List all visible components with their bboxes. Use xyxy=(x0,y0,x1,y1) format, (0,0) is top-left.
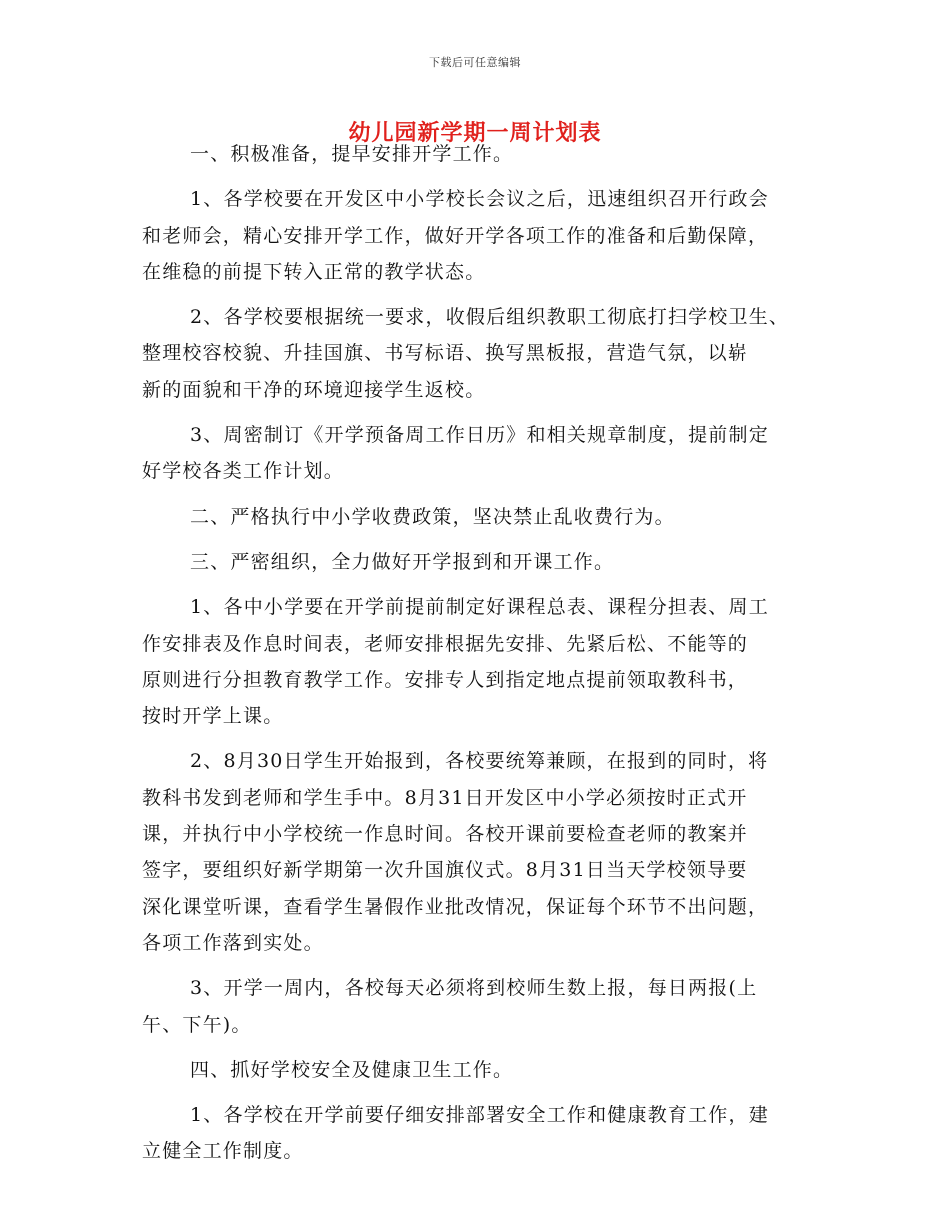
paragraph xyxy=(142,589,822,734)
header-note: 下载后可任意编辑 xyxy=(429,56,521,69)
paragraph-line: 和老师会，精心安排开学工作，做好开学各项工作的准备和后勤保障， xyxy=(142,224,769,247)
paragraph-line: 深化课堂听课，查看学生暑假作业批改情况，保证每个环节不出问题， xyxy=(142,895,769,918)
paragraph-line: 三、严密组织，全力做好开学报到和开课工作。 xyxy=(190,550,615,573)
paragraph-line: 2、各学校要根据统一要求，收假后组织教职工彻底打扫学校卫生、 xyxy=(190,306,790,329)
paragraph-line: 原则进行分担教育教学工作。安排专人到指定地点提前领取教科书， xyxy=(142,668,749,691)
paragraph xyxy=(142,417,822,490)
paragraph-line: 午、下午)。 xyxy=(142,1013,252,1036)
paragraph xyxy=(142,544,822,580)
paragraph xyxy=(142,181,822,290)
paragraph xyxy=(142,299,822,408)
paragraph xyxy=(142,743,822,961)
paragraph xyxy=(142,499,822,535)
paragraph-line: 立健全工作制度。 xyxy=(142,1140,304,1163)
paragraph-line: 签字，要组织好新学期第一次升国旗仪式。8月31日当天学校领导要 xyxy=(142,859,748,882)
document-title: 幼儿园新学期一周计划表 xyxy=(348,120,602,146)
paragraph-line: 新的面貌和干净的环境迎接学生返校。 xyxy=(142,378,486,401)
paragraph-line: 按时开学上课。 xyxy=(142,705,284,728)
paragraph-line: 整理校容校貌、升挂国旗、书写标语、换写黑板报，营造气氛，以崭 xyxy=(142,342,749,365)
paragraph-line: 二、严格执行中小学收费政策，坚决禁止乱收费行为。 xyxy=(190,505,675,528)
paragraph-line: 1、各中小学要在开学前提前制定好课程总表、课程分担表、周工 xyxy=(190,596,769,619)
paragraph-line: 各项工作落到实处。 xyxy=(142,931,324,954)
paragraph-line: 3、周密制订《开学预备周工作日历》和相关规章制度，提前制定 xyxy=(190,424,769,447)
paragraph-line: 1、各学校要在开发区中小学校长会议之后，迅速组织召开行政会 xyxy=(190,188,769,211)
paragraph xyxy=(142,970,822,1043)
document-body xyxy=(142,136,822,1170)
paragraph-line: 课，并执行中小学校统一作息时间。各校开课前要检查老师的教案并 xyxy=(142,823,749,846)
paragraph xyxy=(142,136,822,172)
paragraph-line: 作安排表及作息时间表，老师安排根据先安排、先紧后松、不能等的 xyxy=(142,632,749,655)
paragraph-line: 四、抓好学校安全及健康卫生工作。 xyxy=(190,1058,514,1081)
paragraph-line: 3、开学一周内，各校每天必须将到校师生数上报，每日两报(上 xyxy=(190,977,758,1000)
paragraph-line: 2、8月30日学生开始报到，各校要统筹兼顾，在报到的同时，将 xyxy=(190,750,769,773)
paragraph-line: 好学校各类工作计划。 xyxy=(142,460,345,483)
paragraph xyxy=(142,1097,822,1170)
paragraph-line: 在维稳的前提下转入正常的教学状态。 xyxy=(142,260,486,283)
paragraph-line: 一、积极准备，提早安排开学工作。 xyxy=(190,143,514,165)
paragraph xyxy=(142,1052,822,1088)
paragraph-line: 1、各学校在开学前要仔细安排部署安全工作和健康教育工作，建 xyxy=(190,1104,769,1127)
paragraph-line: 教科书发到老师和学生手中。8月31日开发区中小学必须按时正式开 xyxy=(142,786,748,809)
